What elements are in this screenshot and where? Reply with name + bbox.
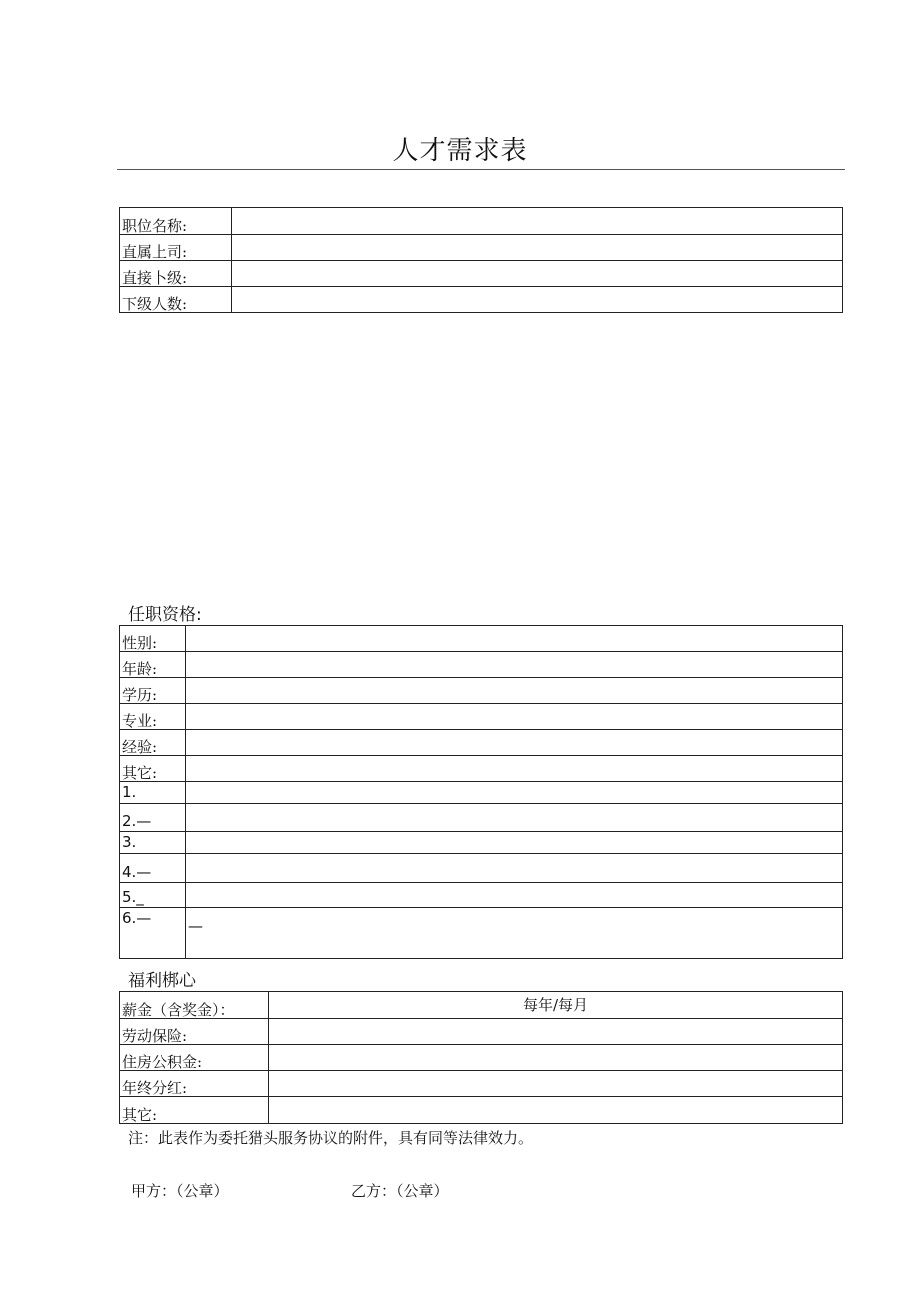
- subordinate-count-field[interactable]: [232, 287, 843, 313]
- item-1-field[interactable]: [186, 782, 843, 804]
- experience-field[interactable]: [186, 730, 843, 756]
- age-label: 年龄:: [120, 652, 186, 678]
- table-row: [120, 756, 843, 782]
- direct-subordinate-field[interactable]: [232, 261, 843, 287]
- table-row: [120, 992, 843, 1019]
- table-row: [120, 1045, 843, 1071]
- table-row: [120, 235, 843, 261]
- item-6-field[interactable]: [186, 908, 843, 959]
- position-name-field[interactable]: [232, 208, 843, 235]
- education-label: 学历:: [120, 678, 186, 704]
- table-row: [120, 704, 843, 730]
- item-5-field[interactable]: [186, 883, 843, 908]
- item-3-field[interactable]: [186, 832, 843, 854]
- experience-label: 经验:: [120, 730, 186, 756]
- major-label: 专业:: [120, 704, 186, 730]
- table-row: [120, 1071, 843, 1097]
- gender-label: 性别:: [120, 626, 186, 652]
- party-a-seal: 甲方：（公章）: [131, 1182, 229, 1200]
- year-end-bonus-label: 年终分红:: [120, 1071, 269, 1097]
- item-2-label: 2.—: [120, 804, 186, 832]
- table-row: [120, 1097, 843, 1124]
- table-row: [120, 287, 843, 313]
- labor-insurance-field[interactable]: [269, 1019, 843, 1045]
- major-field[interactable]: [186, 704, 843, 730]
- benefits-other-label: 其它:: [120, 1097, 269, 1124]
- party-b-seal: 乙方：（公章）: [351, 1182, 449, 1200]
- table-row: [120, 261, 843, 287]
- table-row: [120, 652, 843, 678]
- labor-insurance-label: 劳动保险:: [120, 1019, 269, 1045]
- table-row: [120, 678, 843, 704]
- table-row: [120, 804, 843, 832]
- qualifications-table: [119, 625, 843, 959]
- page-title: 人才需求表: [392, 136, 528, 166]
- table-row: [120, 908, 843, 959]
- item-5-label: 5._: [120, 883, 186, 908]
- item-4-label: 4.—: [120, 854, 186, 883]
- housing-fund-field[interactable]: [269, 1045, 843, 1071]
- item-6-dash: —: [188, 917, 203, 935]
- benefits-other-field[interactable]: [269, 1097, 843, 1124]
- benefits-table: [119, 991, 843, 1124]
- title-divider: [117, 169, 845, 170]
- table-row: [120, 626, 843, 652]
- table-row: [120, 883, 843, 908]
- gender-field[interactable]: [186, 626, 843, 652]
- direct-subordinate-label: 直接卜级:: [120, 261, 232, 287]
- table-row: [120, 1019, 843, 1045]
- table-row: [120, 782, 843, 804]
- table-row: [120, 854, 843, 883]
- item-4-field[interactable]: [186, 854, 843, 883]
- table-row: [120, 832, 843, 854]
- housing-fund-label: 住房公积金:: [120, 1045, 269, 1071]
- year-end-bonus-field[interactable]: [269, 1071, 843, 1097]
- education-field[interactable]: [186, 678, 843, 704]
- subordinate-count-label: 下级人数:: [120, 287, 232, 313]
- other-field[interactable]: [186, 756, 843, 782]
- salary-field[interactable]: 每年/每月: [269, 992, 843, 1019]
- salary-label: 薪金（含奖金）：: [120, 992, 269, 1019]
- position-name-label: 职位名称:: [120, 208, 232, 235]
- age-field[interactable]: [186, 652, 843, 678]
- item-6-label: 6.—: [120, 908, 186, 959]
- item-2-field[interactable]: [186, 804, 843, 832]
- benefits-title: 福利梆心: [128, 971, 196, 991]
- table-row: [120, 730, 843, 756]
- table-row: [120, 208, 843, 235]
- qualifications-title: 任职资格:: [128, 605, 202, 625]
- item-3-label: 3.: [120, 832, 186, 854]
- footnote: 注：此表作为委托猎头服务协议的附件，具有同等法律效力。: [128, 1129, 534, 1147]
- position-info-table: [119, 207, 843, 313]
- direct-supervisor-field[interactable]: [232, 235, 843, 261]
- item-1-label: 1.: [120, 782, 186, 804]
- direct-supervisor-label: 直属上司:: [120, 235, 232, 261]
- other-label: 其它:: [120, 756, 186, 782]
